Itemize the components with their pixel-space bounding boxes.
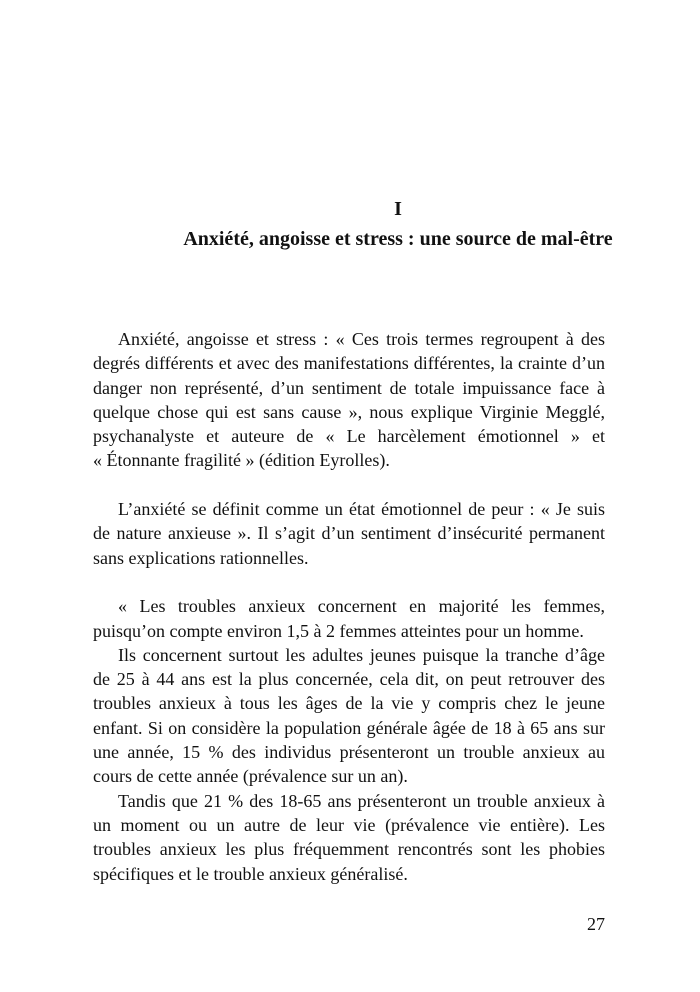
text-line: Ils concernent surtout les adultes jeunes puisque la tranche d’âge [118,644,605,665]
page-number: 27 [587,914,605,934]
text-line: de 25 à 44 ans est la plus concernée, cela dit, on peut retrouver des [93,669,605,690]
paragraph [93,497,605,570]
text-line: Anxiété, angoisse et stress : « Ces trois termes regroupent à des [118,329,605,349]
text-line: sans explications rationnelles. [93,547,309,568]
chapter-number: I [394,198,402,220]
text-line: « Les troubles anxieux concernent en majorité les femmes, [118,596,605,617]
text-line: troubles anxieux les plus fréquemment rencontrés sont les phobies [93,839,605,860]
paragraph [93,327,605,473]
text-line: enfant. Si on considère la population générale âgée de 18 à 65 ans sur [93,717,605,738]
text-line: « Étonnante fragilité » (édition Eyrolles). [93,450,390,471]
paragraph [93,789,605,886]
text-line: spécifiques et le trouble anxieux généralisé. [93,863,408,884]
paragraph [93,643,605,789]
text-line: quelque chose qui est sans cause », nous explique Virginie Megglé, [93,401,605,422]
paragraph [93,594,605,643]
text-line: un moment ou un autre de leur vie (prévalence vie entière). Les [93,814,605,835]
text-line: une année, 15 % des individus présenteront un trouble anxieux au [93,742,605,763]
paragraph-gap [93,473,605,497]
text-line: L’anxiété se définit comme un état émotionnel de peur : « Je suis [118,499,605,520]
paragraph-gap [93,570,605,594]
text-line: de nature anxieuse ». Il s’agit d’un sentiment d’insécurité permanent [93,523,605,544]
chapter-title: Anxiété, angoisse et stress : une source de mal-être [183,228,613,250]
text-line: degrés différents et avec des manifestations différentes, la crainte d’un [93,353,605,374]
text-line: danger non représenté, d’un sentiment de totale impuissance face à [93,377,605,398]
text-line: Tandis que 21 % des 18-65 ans présenteront un trouble anxieux à [118,790,605,811]
text-line: cours de cette année (prévalence sur un an). [93,766,408,787]
text-line: psychanalyste et auteure de « Le harcèlement émotionnel » et [93,426,605,447]
text-line: puisqu’on compte environ 1,5 à 2 femmes atteintes pour un homme. [93,620,584,641]
text-line: troubles anxieux à tous les âges de la vie y compris chez le jeune [93,693,605,714]
body-text [93,327,605,886]
